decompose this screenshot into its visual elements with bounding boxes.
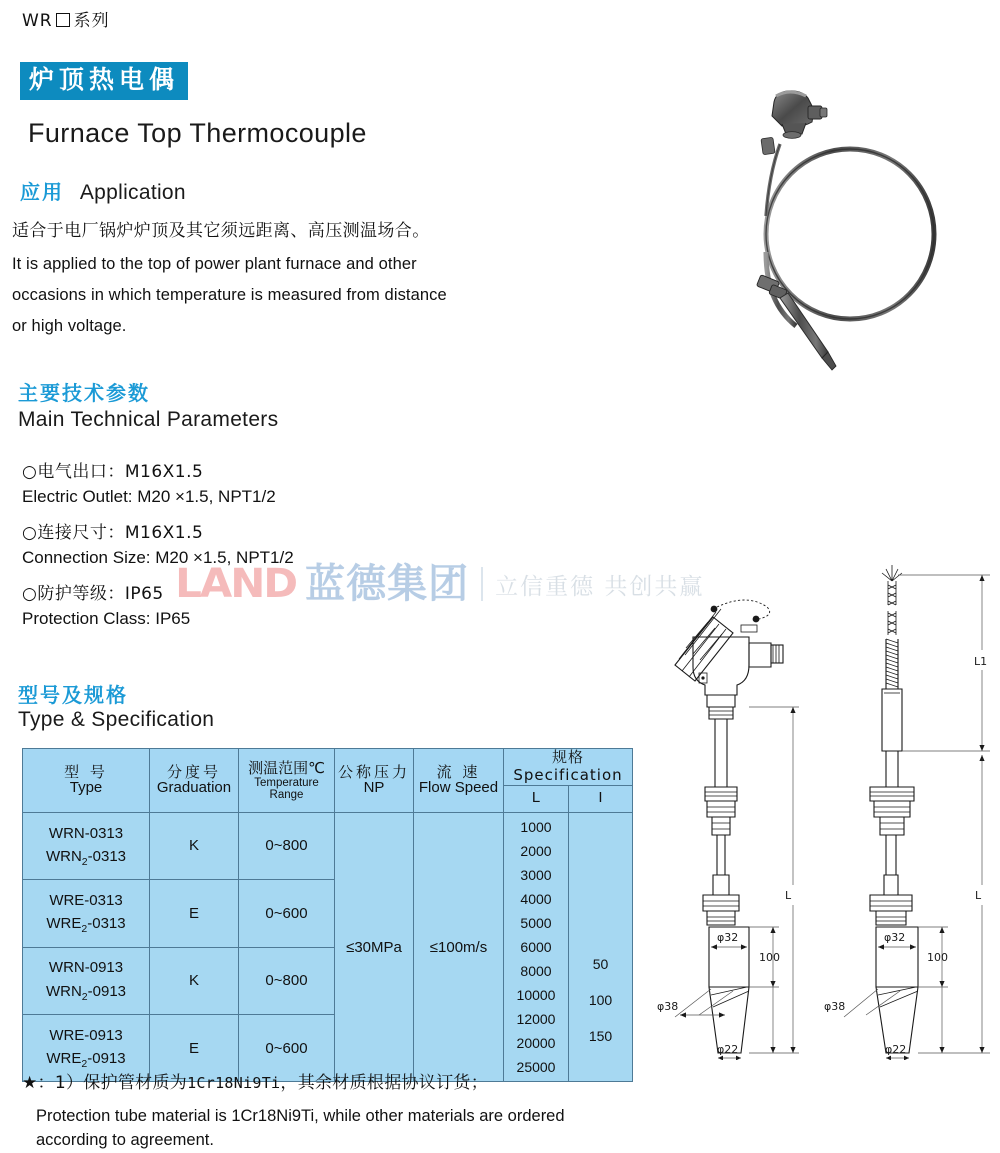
dim-right-d22: φ22 — [885, 1043, 907, 1056]
table-header-temperature-range-cn: 测温范围℃ — [248, 758, 325, 777]
table-cell-model-line1: WRE-0913 — [49, 1026, 123, 1044]
i-value: 100 — [588, 992, 613, 1009]
dim-right-100: 100 — [927, 951, 948, 964]
footnote-cn — [22, 1068, 702, 1093]
table-cell-model-line1: WRN-0313 — [48, 824, 124, 842]
length-value: 20000 — [516, 1035, 556, 1052]
table-cell-length-list — [504, 812, 569, 1082]
table-cell-range: 0~800 — [239, 812, 335, 879]
parameter-connection-size-cn-text: ○连接尺寸：M16X1.5 — [22, 523, 204, 543]
footnote-material-code: 1Cr18Ni9Ti — [187, 1074, 281, 1092]
table-cell-model — [23, 947, 150, 1014]
length-value: 12000 — [516, 1011, 556, 1028]
application-text-en-2: occasions in which temperature is measured from distance — [12, 286, 447, 304]
table-header-row-main — [23, 749, 633, 786]
table-header-nominal-pressure — [335, 749, 414, 813]
footnote-en-1: Protection tube material is 1Cr18Ni9Ti, while other materials are ordered — [36, 1107, 565, 1125]
table-header-graduation-cn: 分度号 — [166, 762, 221, 781]
section-heading-parameters-cn: 主要技术参数 — [18, 381, 150, 405]
watermark-brand-cn: 蓝德集团 — [305, 561, 470, 607]
series-suffix: 系列 — [73, 11, 110, 31]
footnote — [22, 1068, 702, 1153]
table-cell-graduation: E — [150, 880, 239, 947]
table-cell-range: 0~800 — [239, 947, 335, 1014]
parameter-protection-class-cn-text: ○防护等级：IP65 — [22, 584, 164, 604]
table-header-type — [23, 749, 150, 813]
table-cell-model-line2: $WRN_2-0313$ — [45, 847, 127, 868]
i-value: 50 — [592, 956, 609, 973]
specification-table — [22, 748, 633, 1082]
table-cell-graduation: K — [150, 947, 239, 1014]
length-value: 8000 — [520, 963, 552, 980]
application-text-en-1: It is applied to the top of power plant furnace and other — [12, 255, 417, 273]
footnote-marker: ★：1） — [22, 1073, 84, 1093]
table-cell-graduation: K — [150, 812, 239, 879]
watermark-divider — [481, 567, 483, 601]
section-heading-specification-cn: 型号及规格 — [18, 683, 128, 707]
series-placeholder-box-icon — [56, 13, 70, 27]
table-header-flow-speed — [414, 749, 504, 813]
parameter-electric-outlet-cn — [22, 457, 203, 482]
series-prefix: WR — [22, 11, 53, 31]
dim-right-L1: L1 — [974, 655, 988, 668]
drawing-right — [824, 565, 990, 1060]
dim-left-L: L — [785, 889, 792, 902]
table-cell-flow-speed: ≤100m/s — [414, 812, 504, 1082]
table-cell-range: 0~600 — [239, 880, 335, 947]
product-photo — [700, 82, 980, 372]
length-value: 1000 — [520, 818, 552, 835]
table-cell-model-line2: $WRE_2-0913$ — [46, 1050, 126, 1071]
i-list-spacer — [569, 839, 632, 947]
parameter-protection-class-cn — [22, 579, 164, 604]
table-header-specification-group — [504, 749, 633, 786]
watermark-slogan: 立信重德 共创共赢 — [495, 573, 705, 600]
table-header-specification-group-text: 规格Specification — [513, 748, 623, 784]
section-heading-specification-en: Type & Specification — [18, 708, 215, 731]
footnote-en — [36, 1105, 702, 1153]
length-value: 2000 — [520, 842, 552, 859]
application-text-en-3: or high voltage. — [12, 317, 127, 335]
i-value: 150 — [588, 1027, 613, 1044]
dim-right-d38: φ38 — [824, 1000, 846, 1013]
page-title-en: Furnace Top Thermocouple — [28, 118, 367, 148]
table-cell-range: 0~600 — [239, 1014, 335, 1082]
dim-right-L: L — [975, 889, 982, 902]
dim-right-d32: φ32 — [884, 931, 906, 944]
table-cell-model-line1: WRE-0313 — [49, 892, 123, 910]
table-cell-model-line2: $WRN_2-0913$ — [45, 982, 127, 1003]
dim-left-d38: φ38 — [657, 1000, 679, 1013]
section-heading-parameters-en: Main Technical Parameters — [18, 408, 279, 431]
page-title-cn: 炉顶热电偶 — [20, 62, 188, 100]
section-heading-application — [20, 176, 186, 205]
table-header-type-cn: 型 号 — [64, 762, 108, 781]
table-header-spec-i: I — [569, 785, 633, 812]
table-header-flow-speed-en: Flow Speed — [418, 779, 499, 797]
length-value: 5000 — [520, 914, 552, 931]
drawing-left — [657, 600, 799, 1060]
table-header-graduation — [150, 749, 239, 813]
dim-left-d32: φ32 — [717, 931, 739, 944]
table-cell-model — [23, 880, 150, 947]
table-header-nominal-pressure-cn: 公称压力 — [337, 762, 410, 781]
footnote-en-2: according to agreement. — [36, 1130, 214, 1149]
table-header-graduation-en: Graduation — [156, 779, 232, 797]
series-label — [22, 6, 110, 31]
parameter-protection-class-en: Protection Class: IP65 — [22, 609, 191, 628]
table-cell-model-line2: $WRE_2-0313$ — [46, 915, 126, 936]
length-value: 4000 — [520, 890, 552, 907]
parameter-connection-size-cn — [22, 518, 203, 543]
section-heading-application-cn: 应用 — [20, 180, 64, 204]
table-header-temperature-range-en: Temperature Range — [254, 776, 319, 801]
parameter-electric-outlet-cn-text: ○电气出口：M16X1.5 — [22, 462, 204, 482]
table-header-nominal-pressure-en: NP — [363, 779, 385, 797]
section-heading-application-en: Application — [79, 181, 186, 204]
footnote-cn-a: 保护管材质为 — [83, 1073, 188, 1093]
technical-drawings — [655, 555, 1000, 1060]
length-value: 6000 — [520, 938, 552, 955]
watermark-brand-text: LAND — [175, 561, 297, 607]
table-header-temperature-range — [239, 749, 335, 813]
table-header-type-en: Type — [69, 779, 103, 797]
length-value: 10000 — [516, 987, 556, 1004]
dim-left-d22: φ22 — [717, 1043, 739, 1056]
application-text-cn: 适合于电厂锅炉炉顶及其它须远距离、高压测温场合。 — [12, 221, 430, 241]
table-cell-model — [23, 812, 150, 879]
parameter-connection-size-en: Connection Size: M20 ×1.5, NPT1/2 — [22, 548, 294, 567]
length-value: 3000 — [520, 866, 552, 883]
footnote-cn-b: ，其余材质根据协议订货； — [280, 1073, 488, 1093]
table-header-spec-l: L — [504, 785, 569, 812]
table-cell-i-list — [569, 812, 633, 1082]
length-value: 25000 — [516, 1059, 556, 1076]
dim-left-100: 100 — [759, 951, 780, 964]
table-header-flow-speed-cn: 流 速 — [436, 762, 481, 781]
table-row — [23, 812, 633, 879]
table-cell-nominal-pressure: ≤30MPa — [335, 812, 414, 1082]
parameter-electric-outlet-en: Electric Outlet: M20 ×1.5, NPT1/2 — [22, 487, 276, 506]
table-cell-graduation: E — [150, 1014, 239, 1082]
table-cell-model-line1: WRN-0913 — [48, 959, 124, 977]
